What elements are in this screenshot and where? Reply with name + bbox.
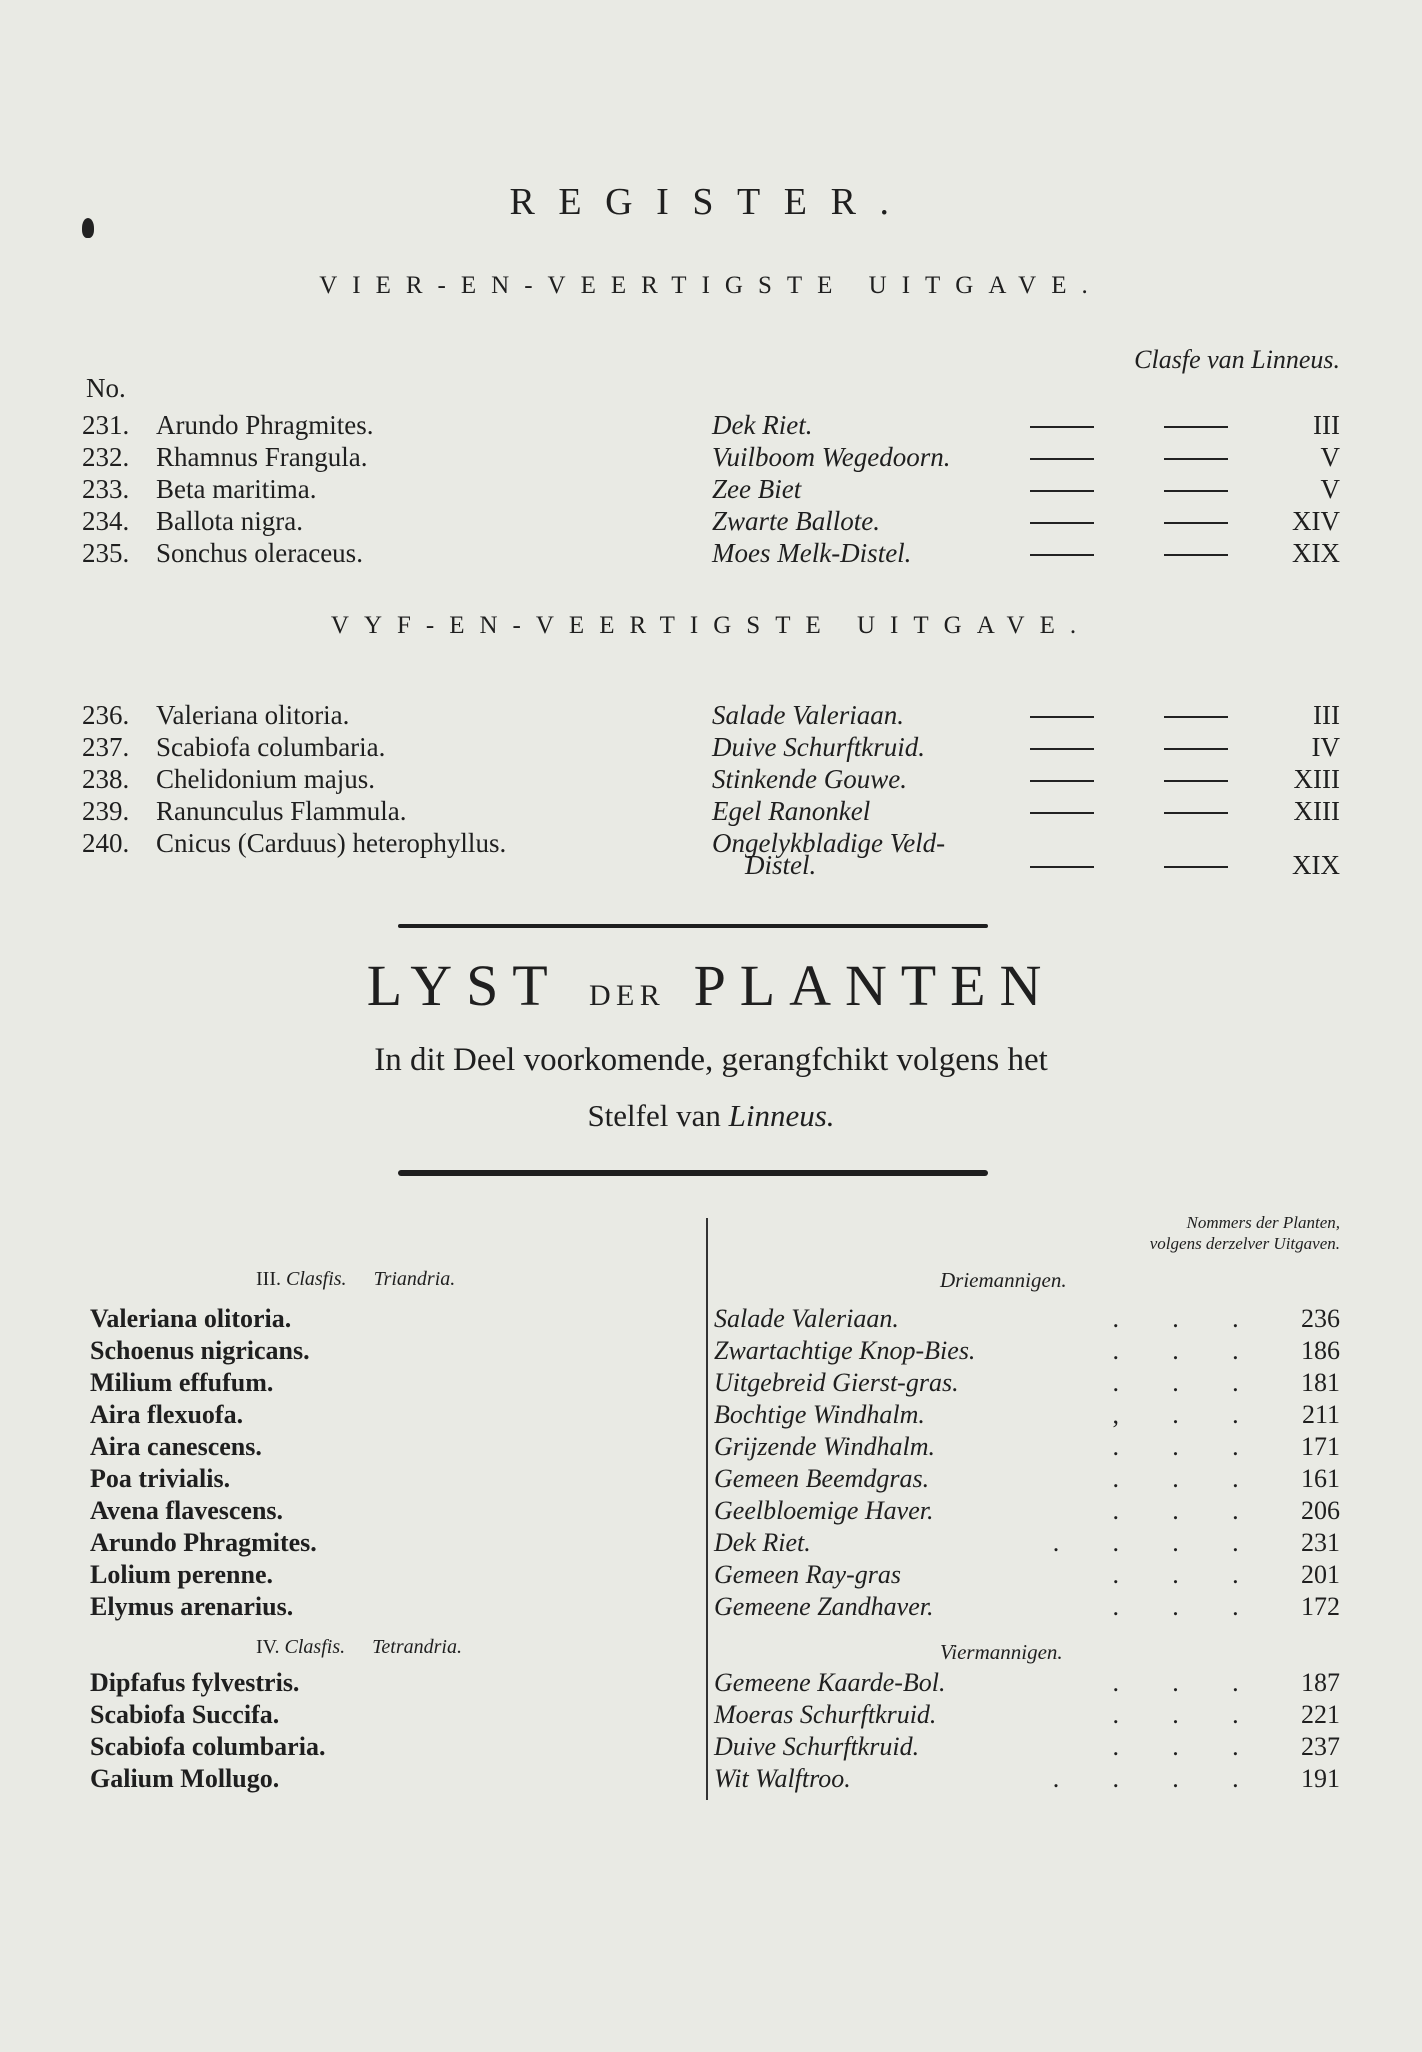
leader-dots: . . . xyxy=(1112,1368,1262,1397)
linnaeus-class: XIII xyxy=(1293,796,1340,826)
row-number: 233. xyxy=(82,474,130,504)
dash-rule xyxy=(1030,812,1094,814)
plant-row xyxy=(90,1432,1340,1463)
plant-number: 201 xyxy=(1301,1560,1340,1589)
leader-dots: . . . xyxy=(1112,1560,1262,1589)
latin-name: Scabiofa columbaria. xyxy=(156,732,386,762)
dutch-name: Moeras Schurftkruid. xyxy=(714,1700,937,1729)
plant-row xyxy=(90,1592,1340,1623)
linnaeus-class: III xyxy=(1313,410,1340,440)
class-3-clasfis: Clasfis. xyxy=(285,1268,347,1290)
nommers-line-2: volgens derzelver Uitgaven. xyxy=(1149,1234,1340,1253)
dutch-name: Dek Riet. xyxy=(712,410,813,440)
dutch-name: Zee Biet xyxy=(712,474,802,504)
row-number: 232. xyxy=(82,442,130,472)
dash-rule xyxy=(1164,490,1228,492)
plant-row xyxy=(90,1368,1340,1399)
der-word: DER xyxy=(588,979,666,1012)
latin-name: Beta maritima. xyxy=(156,474,317,504)
dutch-name: Uitgebreid Gierst-gras. xyxy=(714,1368,959,1397)
dash-rule xyxy=(1030,490,1094,492)
register-row xyxy=(82,474,1340,507)
plant-row xyxy=(90,1560,1340,1591)
register-row xyxy=(82,538,1340,571)
edition-45-title: VYF-EN-VEERTIGSTE UITGAVE. xyxy=(330,612,1092,639)
register-row-continued xyxy=(82,850,1340,883)
dutch-name: Gemeen Beemdgras. xyxy=(714,1464,930,1493)
leader-dots: . . . xyxy=(1112,1592,1262,1621)
plant-row xyxy=(90,1700,1340,1731)
latin-name: Arundo Phragmites. xyxy=(156,410,374,440)
plant-number: 172 xyxy=(1301,1592,1340,1621)
edition-44-title: VIER-EN-VEERTIGSTE UITGAVE. xyxy=(319,272,1103,299)
dash-rule xyxy=(1164,426,1228,428)
subtitle-pre: Stelfel van xyxy=(587,1098,721,1133)
linnaeus-class: XIX xyxy=(1292,850,1340,880)
class-4-numeral: IV. xyxy=(256,1636,280,1658)
dutch-name: Gemeene Zandhaver. xyxy=(714,1592,934,1621)
dutch-name: Zwarte Ballote. xyxy=(712,506,880,536)
dash-rule xyxy=(1164,748,1228,750)
dash-rule xyxy=(1030,866,1094,868)
subtitle-linneus: Linneus. xyxy=(728,1098,835,1133)
latin-name: Lolium perenne. xyxy=(90,1560,273,1589)
latin-name: Chelidonium majus. xyxy=(156,764,375,794)
plant-number: 237 xyxy=(1301,1732,1340,1761)
plant-number: 221 xyxy=(1301,1700,1340,1729)
latin-name: Valeriana olitoria. xyxy=(156,700,350,730)
plant-row xyxy=(90,1464,1340,1495)
class-4-heading xyxy=(256,1636,462,1659)
register-row xyxy=(82,732,1340,765)
dutch-name: Ongelykbladige Veld- xyxy=(712,828,946,858)
plant-number: 181 xyxy=(1301,1368,1340,1397)
no-label: No. xyxy=(86,373,126,403)
plant-number: 171 xyxy=(1301,1432,1340,1461)
plant-row xyxy=(90,1528,1340,1559)
lyst-title xyxy=(0,952,1422,1019)
register-row xyxy=(82,764,1340,797)
row-number: 237. xyxy=(82,732,130,762)
plant-number: 161 xyxy=(1301,1464,1340,1493)
row-number: 231. xyxy=(82,410,130,440)
plant-row xyxy=(90,1764,1340,1795)
dutch-name: Zwartachtige Knop-Bies. xyxy=(714,1336,976,1365)
dutch-name: Duive Schurftkruid. xyxy=(712,732,925,762)
plant-row xyxy=(90,1732,1340,1763)
linnaeus-class: XIII xyxy=(1293,764,1340,794)
latin-name: Aira flexuofa. xyxy=(90,1400,244,1429)
dutch-name: Bochtige Windhalm. xyxy=(714,1400,925,1429)
linnaeus-class: XIV xyxy=(1292,506,1340,536)
dutch-name: Moes Melk-Distel. xyxy=(712,538,912,568)
dash-rule xyxy=(1030,458,1094,460)
row-number: 240. xyxy=(82,828,130,858)
linnaeus-class: III xyxy=(1313,700,1340,730)
plant-row xyxy=(90,1496,1340,1527)
linnaeus-class: IV xyxy=(1311,732,1340,762)
register-row xyxy=(82,410,1340,443)
planten-word: PLANTEN xyxy=(693,953,1056,1018)
plant-number: 186 xyxy=(1301,1336,1340,1365)
latin-name: Milium effufum. xyxy=(90,1368,274,1397)
latin-name: Avena flavescens. xyxy=(90,1496,284,1525)
latin-name: Valeriana olitoria. xyxy=(90,1304,292,1333)
linnaeus-class: V xyxy=(1320,442,1340,472)
plant-number: 187 xyxy=(1301,1668,1340,1697)
class-4-latin: Tetrandria. xyxy=(372,1636,462,1658)
dutch-name: Salade Valeriaan. xyxy=(712,700,904,730)
dash-rule xyxy=(1030,522,1094,524)
dutch-name: Gemeene Kaarde-Bol. xyxy=(714,1668,946,1697)
dutch-name: Wit Walftroo. xyxy=(714,1764,851,1793)
leader-dots: . . . xyxy=(1112,1700,1262,1729)
linnaeus-class: XIX xyxy=(1292,538,1340,568)
latin-name: Ranunculus Flammula. xyxy=(156,796,407,826)
latin-name: Aira canescens. xyxy=(90,1432,262,1461)
dutch-name: Grijzende Windhalm. xyxy=(714,1432,935,1461)
dash-rule xyxy=(1164,716,1228,718)
linnaeus-class: V xyxy=(1320,474,1340,504)
leader-dots: . . . xyxy=(1112,1668,1262,1697)
leader-dots: , . . xyxy=(1112,1400,1262,1429)
dash-rule xyxy=(1164,554,1228,556)
dash-rule xyxy=(1030,748,1094,750)
dutch-name-continued: Distel. xyxy=(745,850,817,880)
lyst-word: LYST xyxy=(366,953,561,1018)
latin-name: Galium Mollugo. xyxy=(90,1764,280,1793)
classe-header: Clasfe van Linneus. xyxy=(1134,345,1340,374)
register-row xyxy=(82,442,1340,475)
dash-rule xyxy=(1030,716,1094,718)
leader-dots: . . . xyxy=(1112,1432,1262,1461)
dash-rule xyxy=(1164,458,1228,460)
nommers-line-1: Nommers der Planten, xyxy=(1186,1213,1340,1232)
dash-rule xyxy=(1164,866,1228,868)
plant-number: 206 xyxy=(1301,1496,1340,1525)
dash-rule xyxy=(1164,812,1228,814)
dutch-name: Dek Riet. xyxy=(714,1528,811,1557)
dash-rule xyxy=(1164,522,1228,524)
row-number: 238. xyxy=(82,764,130,794)
dash-rule xyxy=(1164,780,1228,782)
leader-dots: . . . xyxy=(1112,1336,1262,1365)
class-3-dutch-heading: Driemannigen. xyxy=(940,1268,1067,1292)
ornamental-rule-bottom xyxy=(398,1170,988,1176)
plant-row xyxy=(90,1304,1340,1335)
dash-rule xyxy=(1030,426,1094,428)
lyst-subtitle-1: In dit Deel voorkomende, gerangfchikt volgens het xyxy=(374,1042,1048,1078)
nommers-header xyxy=(1150,1212,1340,1254)
dutch-name: Stinkende Gouwe. xyxy=(712,764,907,794)
dash-rule xyxy=(1030,780,1094,782)
plant-row xyxy=(90,1668,1340,1699)
row-number: 236. xyxy=(82,700,130,730)
register-row xyxy=(82,506,1340,539)
dutch-name: Salade Valeriaan. xyxy=(714,1304,899,1333)
leader-dots: . . . . xyxy=(1052,1764,1262,1793)
class-3-numeral: III. xyxy=(256,1268,281,1290)
latin-name: Dipfafus fylvestris. xyxy=(90,1668,300,1697)
latin-name: Ballota nigra. xyxy=(156,506,303,536)
class-3-latin: Triandria. xyxy=(373,1268,456,1290)
latin-name: Cnicus (Carduus) heterophyllus. xyxy=(156,828,507,858)
leader-dots: . . . xyxy=(1112,1732,1262,1761)
plant-number: 191 xyxy=(1301,1764,1340,1793)
leader-dots: . . . xyxy=(1112,1304,1262,1333)
class-4-dutch-heading: Viermannigen. xyxy=(940,1640,1063,1664)
register-title: REGISTER. xyxy=(509,181,913,223)
plant-number: 231 xyxy=(1301,1528,1340,1557)
leader-dots: . . . xyxy=(1112,1496,1262,1525)
latin-name: Sonchus oleraceus. xyxy=(156,538,363,568)
plant-number: 236 xyxy=(1301,1304,1340,1333)
register-row xyxy=(82,796,1340,829)
dash-rule xyxy=(1030,554,1094,556)
dutch-name: Duive Schurftkruid. xyxy=(714,1732,920,1761)
row-number: 234. xyxy=(82,506,130,536)
plant-row xyxy=(90,1400,1340,1431)
dutch-name: Geelbloemige Haver. xyxy=(714,1496,934,1525)
latin-name: Scabiofa Succifa. xyxy=(90,1700,280,1729)
latin-name: Rhamnus Frangula. xyxy=(156,442,368,472)
class-3-heading xyxy=(256,1268,455,1291)
plant-number: 211 xyxy=(1301,1400,1340,1429)
class-4-clasfis: Clasfis. xyxy=(284,1636,346,1658)
row-number: 239. xyxy=(82,796,130,826)
dutch-name: Egel Ranonkel xyxy=(712,796,871,826)
latin-name: Elymus arenarius. xyxy=(90,1592,294,1621)
ornamental-rule-top xyxy=(398,924,988,928)
latin-name: Poa trivialis. xyxy=(90,1464,231,1493)
lyst-subtitle-2 xyxy=(0,1098,1422,1134)
row-number: 235. xyxy=(82,538,130,568)
latin-name: Schoenus nigricans. xyxy=(90,1336,310,1365)
leader-dots: . . . . xyxy=(1052,1528,1262,1557)
latin-name: Scabiofa columbaria. xyxy=(90,1732,326,1761)
plant-row xyxy=(90,1336,1340,1367)
dutch-name: Gemeen Ray-gras xyxy=(714,1560,901,1589)
dutch-name: Vuilboom Wegedoorn. xyxy=(712,442,951,472)
register-row xyxy=(82,700,1340,733)
leader-dots: . . . xyxy=(1112,1464,1262,1493)
latin-name: Arundo Phragmites. xyxy=(90,1528,317,1557)
